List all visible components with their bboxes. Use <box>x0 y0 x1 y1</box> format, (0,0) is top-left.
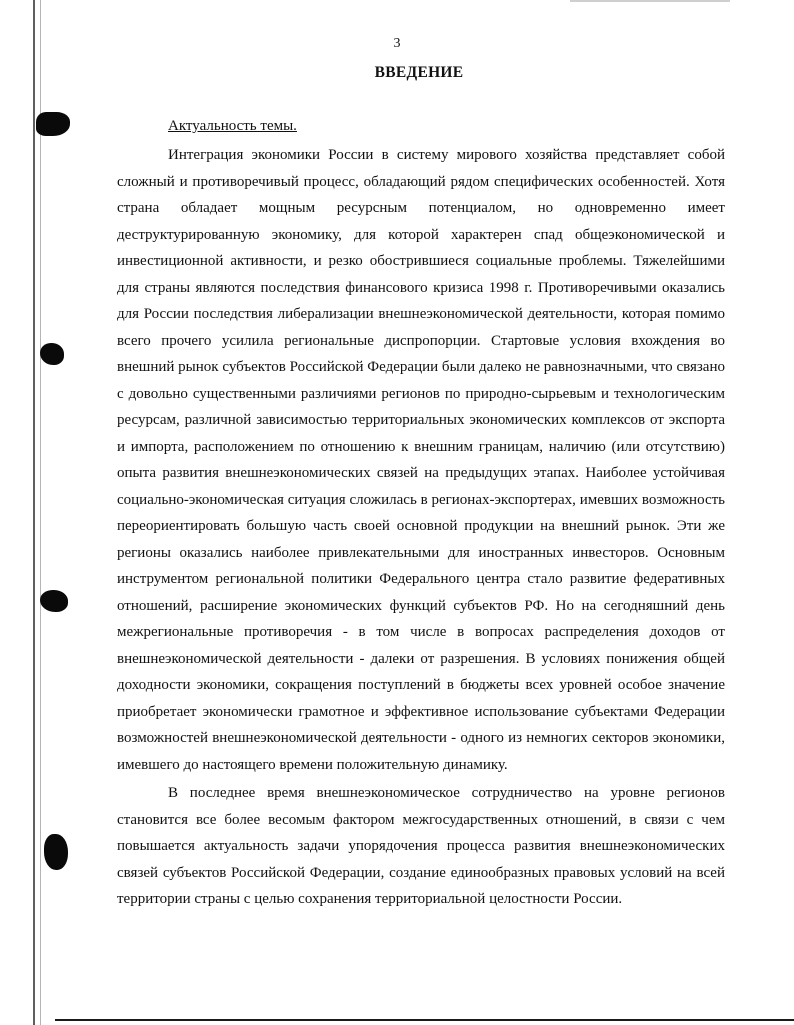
section-heading: Актуальность темы. <box>168 118 297 134</box>
paragraph: Интеграция экономики России в систему мирового хозяйства представляет собой сложный и противоречивый процесс, обладающий рядом специфических особенностей. Хотя страна обладает мощным ресурсным потенциалом, но одновременно имеет деструктурированную экономику, для которой характерен спад общеэкономической и инвестиционной активности, и резко обострившиеся социальные проблемы. Тяжелейшими для страны являются последствия финансового кризиса 1998 г. Противоречивыми оказались для России последствия либерализации внешнеэкономической деятельности, которая помимо всего прочего усилила региональные диспропорции. Стартовые условия вхождения во внешний рынок субъектов Российской Федерации были далеко не равнозначными, что связано с довольно существенными различиями регионов по природно-сырьевым и технологическим ресурсам, различной зависимостью территориальных экономических комплексов от экспорта и импорта, расположением по отношению к внешним границам, наличию (или отсутствию) опыта развития внешнеэкономических связей на предыдущих этапах. Наиболее устойчивая социально-экономическая ситуация сложилась в регионах-экспортерах, имевших возможность переориентировать большую часть своей основной продукции на внешний рынок. Эти же регионы оказались наиболее привлекательными для иностранных инвесторов. Основным инструментом региональной политики Федерального центра стало развитие федеративных отношений, расширение экономических функций субъектов РФ. Но на сегодняшний день межрегиональные противоречия - в том числе в вопросах распределения доходов от внешнеэкономической деятельности - далеки от разрешения. В условиях понижения общей доходности экономики, сокращения поступлений в бюджеты всех уровней особое значение приобретает экономически грамотное и эффективное использование субъектами Федерации возможностей внешнеэкономической деятельности - одного из немногих секторов экономики, имевшего до настоящего времени положительную динамику. <box>117 147 725 773</box>
punch-hole-mark <box>40 590 68 612</box>
scan-binding-line-thin <box>40 0 41 1025</box>
page-title: ВВЕДЕНИЕ <box>374 64 464 81</box>
scan-binding-line <box>33 0 35 1025</box>
punch-hole-mark <box>36 112 70 136</box>
scan-bottom-edge <box>55 1019 794 1021</box>
punch-hole-mark <box>40 343 64 365</box>
body-text <box>117 142 725 913</box>
scan-edge-line <box>570 0 730 2</box>
page-number: 3 <box>393 36 401 51</box>
punch-hole-mark <box>44 834 68 870</box>
paragraph: В последнее время внешнеэкономическое сотрудничество на уровне регионов становится все более весомым фактором межгосударственных отношений, в связи с чем повышается актуальность задачи упорядочения процесса развития внешнеэкономических связей субъектов Российской Федерации, создание единообразных правовых условий на всей территории страны с целью сохранения территориальной целостности России. <box>117 785 725 907</box>
